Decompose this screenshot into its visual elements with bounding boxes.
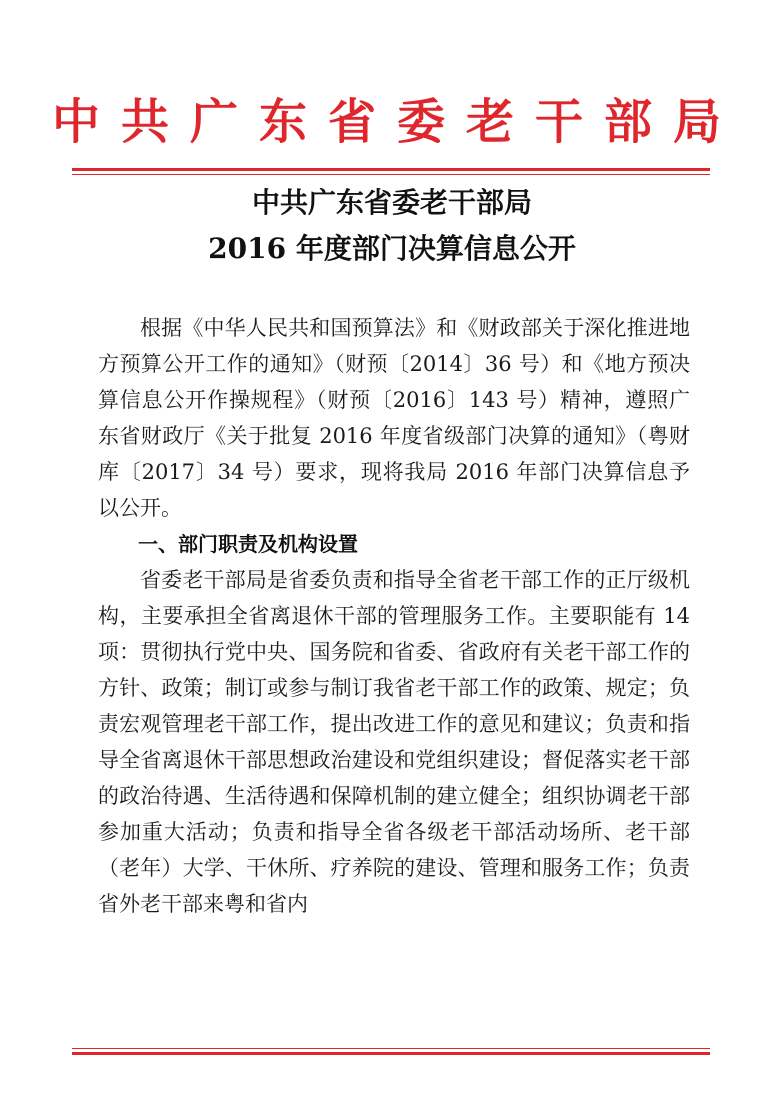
document-title-line1: 中共广东省委老干部局: [251, 186, 532, 219]
document-body: [98, 310, 690, 922]
intro-paragraph: 根据《中华人民共和国预算法》和《财政部关于深化推进地方预算公开工作的通知》（财预〔2014〕36 号）和《地方预决算信息公开作操规程》（财预〔2016〕143 号）精神，遵照广东省财政厅《关于批复 2016 年度省级部门决算的通知》（粤财库〔2017〕34 号）要求，现将我局 2016 年部门决算信息予以公开。: [98, 316, 690, 520]
letterhead-org-name: 中共广东省委老干部局: [51, 94, 742, 150]
footer-rule-thin: [72, 1048, 710, 1049]
footer-rule-thick: [72, 1052, 710, 1055]
document-title-line2: 2016 年度部门决算信息公开: [208, 232, 576, 265]
letterhead-rule-thin: [72, 174, 710, 175]
letterhead-rule-thick: [72, 168, 710, 171]
section-paragraph: 省委老干部局是省委负责和指导全省老干部工作的正厅级机构，主要承担全省离退休干部的管理服务工作。主要职能有 14 项：贯彻执行党中央、国务院和省委、省政府有关老干部工作的方针、政策；制订或参与制订我省老干部工作的政策、规定；负责宏观管理老干部工作，提出改进工作的意见和建议；负责和指导全省离退休干部思想政治建设和党组织建设；督促落实老干部的政治待遇、生活待遇和保障机制的建立健全；组织协调老干部参加重大活动；负责和指导全省各级老干部活动场所、老干部（老年）大学、干休所、疗养院的建设、管理和服务工作；负责省外老干部来粤和省内: [98, 568, 690, 916]
section-heading: 一、部门职责及机构设置: [138, 532, 358, 556]
